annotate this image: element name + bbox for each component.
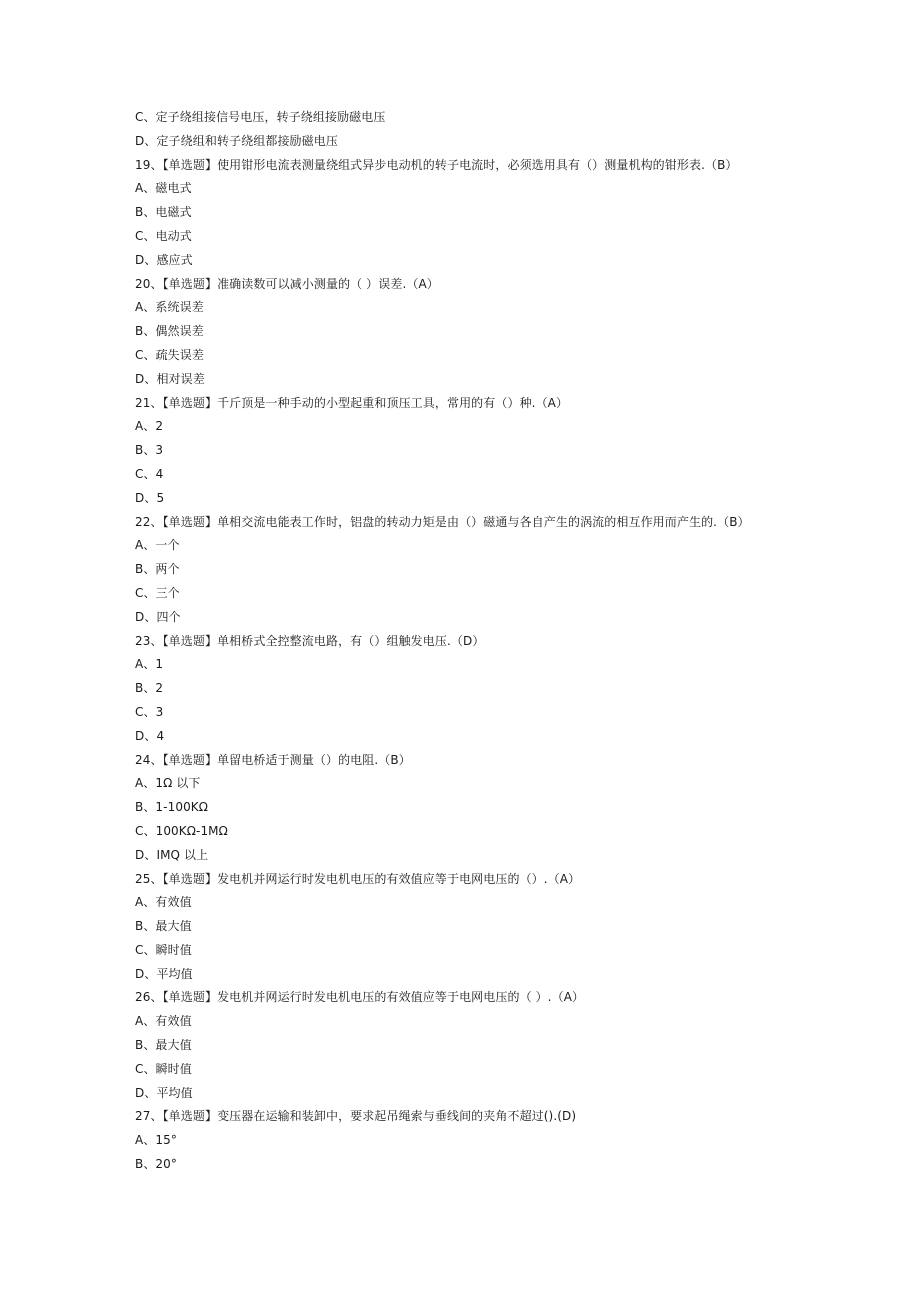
option-line: A、系统误差 bbox=[135, 300, 204, 315]
option-line: D、感应式 bbox=[135, 252, 193, 267]
question-line: 23、【单选题】单相桥式全控整流电路，有（）组触发电压.（D） bbox=[135, 633, 485, 648]
option-line: A、1 bbox=[135, 657, 164, 672]
option-line: A、有效值 bbox=[135, 895, 192, 910]
option-line: B、1-100KΩ bbox=[135, 800, 209, 815]
option-line: B、两个 bbox=[135, 562, 180, 577]
question-line: 27、【单选题】变压器在运输和装卸中，要求起吊绳索与垂线间的夹角不超过().(D) bbox=[135, 1109, 577, 1124]
option-line: A、磁电式 bbox=[135, 181, 192, 196]
option-line: D、定子绕组和转子绕组都接励磁电压 bbox=[135, 133, 338, 148]
option-line: B、2 bbox=[135, 681, 164, 696]
option-line: A、一个 bbox=[135, 538, 180, 553]
question-line: 26、【单选题】发电机并网运行时发电机电压的有效值应等于电网电压的（ ）.（A） bbox=[135, 990, 585, 1005]
question-line: 25、【单选题】发电机并网运行时发电机电压的有效值应等于电网电压的（）.（A） bbox=[135, 871, 581, 886]
option-line: B、偶然误差 bbox=[135, 324, 204, 339]
option-line: A、15° bbox=[135, 1133, 177, 1148]
option-line: D、相对误差 bbox=[135, 371, 205, 386]
option-line: C、瞬时值 bbox=[135, 1061, 192, 1076]
option-line: D、平均值 bbox=[135, 966, 193, 981]
option-line: C、100KΩ-1MΩ bbox=[135, 823, 228, 838]
option-line: C、4 bbox=[135, 466, 164, 481]
question-line: 24、【单选题】单留电桥适于测量（）的电阻.（B） bbox=[135, 752, 411, 767]
option-line: C、定子绕组接信号电压，转子绕组接励磁电压 bbox=[135, 110, 386, 124]
option-line: C、疏失误差 bbox=[135, 347, 204, 362]
question-line: 20、【单选题】准确读数可以减小测量的（ ）误差.（A） bbox=[135, 276, 439, 291]
option-line: C、3 bbox=[135, 704, 164, 719]
option-line: C、三个 bbox=[135, 585, 180, 600]
question-line: 22、【单选题】单相交流电能表工作时，铝盘的转动力矩是由（）磁通与各自产生的涡流的相互作用而产生的.（B） bbox=[135, 514, 750, 529]
option-line: B、最大值 bbox=[135, 919, 192, 934]
question-line: 21、【单选题】千斤顶是一种手动的小型起重和顶压工具，常用的有（）种.（A） bbox=[135, 395, 569, 410]
option-line: D、5 bbox=[135, 490, 165, 505]
option-line: C、电动式 bbox=[135, 228, 192, 243]
option-line: C、瞬时值 bbox=[135, 942, 192, 957]
option-line: A、有效值 bbox=[135, 1014, 192, 1029]
option-line: B、最大值 bbox=[135, 1038, 192, 1053]
option-line: B、20° bbox=[135, 1157, 178, 1172]
option-line: B、电磁式 bbox=[135, 205, 192, 220]
option-line: A、1Ω 以下 bbox=[135, 776, 201, 791]
option-line: A、2 bbox=[135, 419, 164, 434]
option-line: D、4 bbox=[135, 728, 165, 743]
option-line: D、四个 bbox=[135, 609, 181, 624]
option-line: D、IMQ 以上 bbox=[135, 847, 209, 862]
question-line: 19、【单选题】使用钳形电流表测量绕组式异步电动机的转子电流时，必须选用具有（）测量机构的钳形表.（B） bbox=[135, 157, 738, 172]
option-line: B、3 bbox=[135, 443, 164, 458]
option-line: D、平均值 bbox=[135, 1085, 193, 1100]
question-list bbox=[135, 106, 895, 1177]
